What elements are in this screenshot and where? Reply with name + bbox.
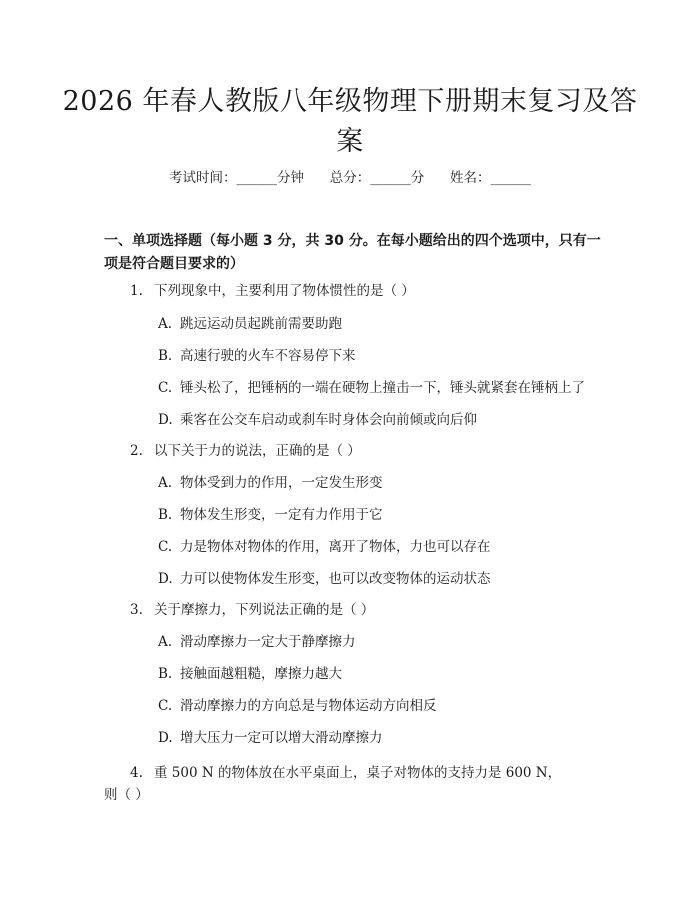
exam-info-line: 考试时间：______分钟 总分：______分 姓名：______ [169, 170, 531, 186]
section-heading: 一、单项选择题（每小题 3 分，共 30 分。在每小题给出的四个选项中，只有一项是符合题目要求的） [104, 233, 601, 272]
q1-option-c [158, 377, 608, 399]
option-letter: D. [158, 730, 173, 746]
option-letter: C. [158, 698, 173, 714]
option-letter: A. [158, 634, 173, 650]
option-text: 接触面越粗糙，摩擦力越大 [180, 666, 342, 682]
q3-option-d [158, 727, 608, 749]
option-letter: B. [158, 507, 173, 523]
question-stem: 以下关于力的说法，正确的是（ ） [154, 443, 361, 459]
option-letter: D. [158, 412, 173, 428]
question-stem: 关于摩擦力，下列说法正确的是（ ） [154, 602, 375, 618]
q1-option-d [158, 409, 608, 431]
q2-option-a [158, 472, 608, 494]
page-title: 2026 年春人教版八年级物理下册期末复习及答案 [62, 86, 638, 157]
question-stem: 重 500 N 的物体放在水平桌面上，桌子对物体的支持力是 600 N，则（ ） [104, 765, 562, 803]
option-text: 物体发生形变，一定有力作用于它 [180, 507, 383, 523]
question-stem: 下列现象中，主要利用了物体惯性的是（ ） [154, 283, 415, 299]
option-text: 滑动摩擦力的方向总是与物体运动方向相反 [180, 698, 437, 714]
q3-option-c [158, 695, 608, 717]
q2-option-c [158, 536, 608, 558]
q2-option-d [158, 568, 608, 590]
option-text: 跳远运动员起跳前需要助跑 [180, 316, 342, 332]
option-letter: B. [158, 348, 173, 364]
option-letter: B. [158, 666, 173, 682]
q3-option-a [158, 631, 608, 653]
option-letter: A. [158, 316, 173, 332]
q3-option-b [158, 663, 608, 685]
question-4 [104, 762, 574, 806]
option-text: 乘客在公交车启动或刹车时身体会向前倾或向后仰 [180, 412, 477, 428]
question-number: 2. [130, 443, 143, 459]
option-text: 高速行驶的火车不容易停下来 [180, 348, 356, 364]
option-letter: D. [158, 571, 173, 587]
option-text: 力可以使物体发生形变，也可以改变物体的运动状态 [180, 571, 491, 587]
question-2 [104, 440, 604, 462]
option-text: 滑动摩擦力一定大于静摩擦力 [180, 634, 356, 650]
option-letter: C. [158, 380, 173, 396]
q2-option-b [158, 504, 608, 526]
option-text: 力是物体对物体的作用，离开了物体，力也可以存在 [180, 539, 491, 555]
question-number: 3. [130, 602, 143, 618]
option-text: 增大压力一定可以增大滑动摩擦力 [180, 730, 383, 746]
question-number: 1. [130, 283, 143, 299]
q1-option-a [158, 313, 608, 335]
question-number: 4. [130, 765, 143, 781]
q1-option-b [158, 345, 608, 367]
option-text: 物体受到力的作用，一定发生形变 [180, 475, 383, 491]
question-1 [104, 280, 604, 302]
question-3 [104, 599, 604, 621]
option-letter: C. [158, 539, 173, 555]
option-text: 锤头松了，把锤柄的一端在硬物上撞击一下，锤头就紧套在锤柄上了 [180, 380, 585, 396]
option-letter: A. [158, 475, 173, 491]
